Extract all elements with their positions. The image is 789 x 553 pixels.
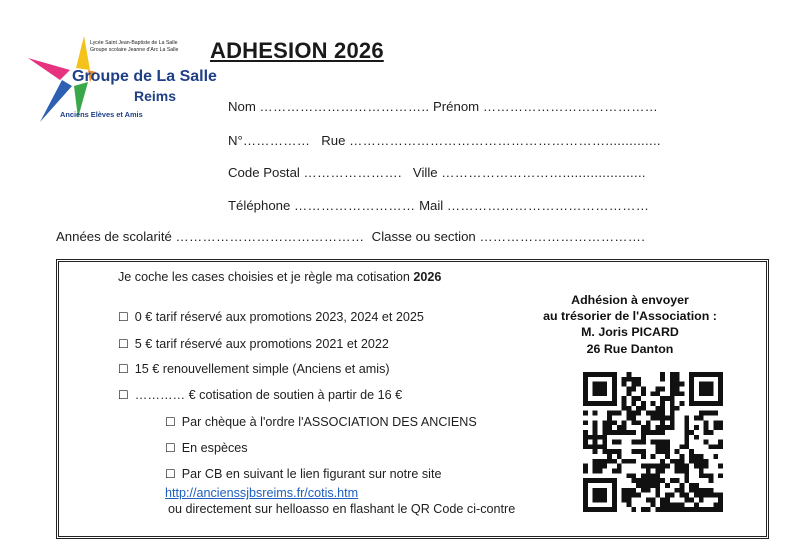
checkbox-icon[interactable]: ☐ [165,415,176,429]
nom-field[interactable]: ……………………………….. [259,99,430,114]
payment-label: Par chèque à l'ordre l'ASSOCIATION DES ANCIENS [181,415,477,429]
logo-name: Groupe de La Salle [72,68,217,85]
numero-label: N° [228,133,243,148]
option-soutien[interactable] [118,388,402,402]
ville-field[interactable]: ………………………..................... [441,165,646,180]
logo-school-line1: Lycée Saint Jean-Baptiste de La Salle [90,40,178,46]
contact-row [228,198,649,213]
mail-label: Mail [419,198,444,213]
telephone-label: Téléphone [228,198,291,213]
intro-year: 2026 [413,270,442,284]
qr-code-icon[interactable] [583,372,723,512]
address-row [228,133,661,148]
send-line2: au trésorier de l'Association : [543,309,717,324]
send-address [525,292,735,357]
code-postal-field[interactable]: …………………. [303,165,402,180]
option-label: ………… € cotisation de soutien à partir de 16 € [134,388,403,402]
logo-school-line2: Groupe scolaire Jeanne d'Arc La Salle [90,47,179,53]
nom-row [228,99,658,114]
option-label: 5 € tarif réservé aux promotions 2021 et 2022 [134,337,389,351]
option-label: 0 € tarif réservé aux promotions 2023, 2024 et 2025 [134,310,424,324]
nom-label: Nom [228,99,256,114]
annees-label: Années de scolarité [56,229,172,244]
city-row [228,165,646,180]
send-line3: M. Joris PICARD [581,325,679,340]
payment-label: En espèces [181,441,248,455]
send-line4: 26 Rue Danton [586,341,674,356]
annees-field[interactable]: …………………………………… [175,229,365,244]
page-title: ADHESION 2026 [210,38,384,63]
option-5[interactable] [118,337,389,351]
classe-label: Classe ou section [371,229,476,244]
payment-cb[interactable] [165,467,441,481]
logo [26,30,217,128]
code-postal-label: Code Postal [228,165,300,180]
payment-label: Par CB en suivant le lien figurant sur notre site [181,467,442,481]
logo-subtitle: Anciens Elèves et Amis [60,110,143,119]
classe-field[interactable]: ………………………………. [479,229,646,244]
cotis-link[interactable]: http://ancienssjbsreims.fr/cotis.htm [165,486,359,500]
scolarite-row [56,229,645,244]
prenom-label: Prénom [432,99,480,114]
payment-especes[interactable] [165,441,248,455]
ville-label: Ville [412,165,438,180]
telephone-field[interactable]: ……………………… [294,198,416,213]
rue-field[interactable]: ………………………………………………….............. [349,133,661,148]
option-15[interactable] [118,362,390,376]
checkbox-icon[interactable]: ☐ [118,337,129,351]
checkbox-icon[interactable]: ☐ [165,467,176,481]
option-label: 15 € renouvellement simple (Anciens et amis) [134,362,390,376]
rue-label: Rue [321,133,346,148]
option-0[interactable] [118,310,424,324]
logo-city: Reims [134,88,177,104]
checkbox-icon[interactable]: ☐ [118,362,129,376]
numero-field[interactable]: …………… [242,133,311,148]
intro-text: Je coche les cases choisies et je règle ma cotisation [118,270,410,284]
prenom-field[interactable]: ………………………………… [482,99,659,114]
checkbox-icon[interactable]: ☐ [165,441,176,455]
payment-cheque[interactable] [165,415,477,429]
checkbox-icon[interactable]: ☐ [118,310,129,324]
mail-field[interactable]: ……………………………………… [446,198,650,213]
send-line1: Adhésion à envoyer [571,293,689,307]
cotisation-intro [118,270,441,284]
helloasso-text: ou directement sur helloasso en flashant le QR Code ci-contre [168,502,516,516]
checkbox-icon[interactable]: ☐ [118,388,129,402]
